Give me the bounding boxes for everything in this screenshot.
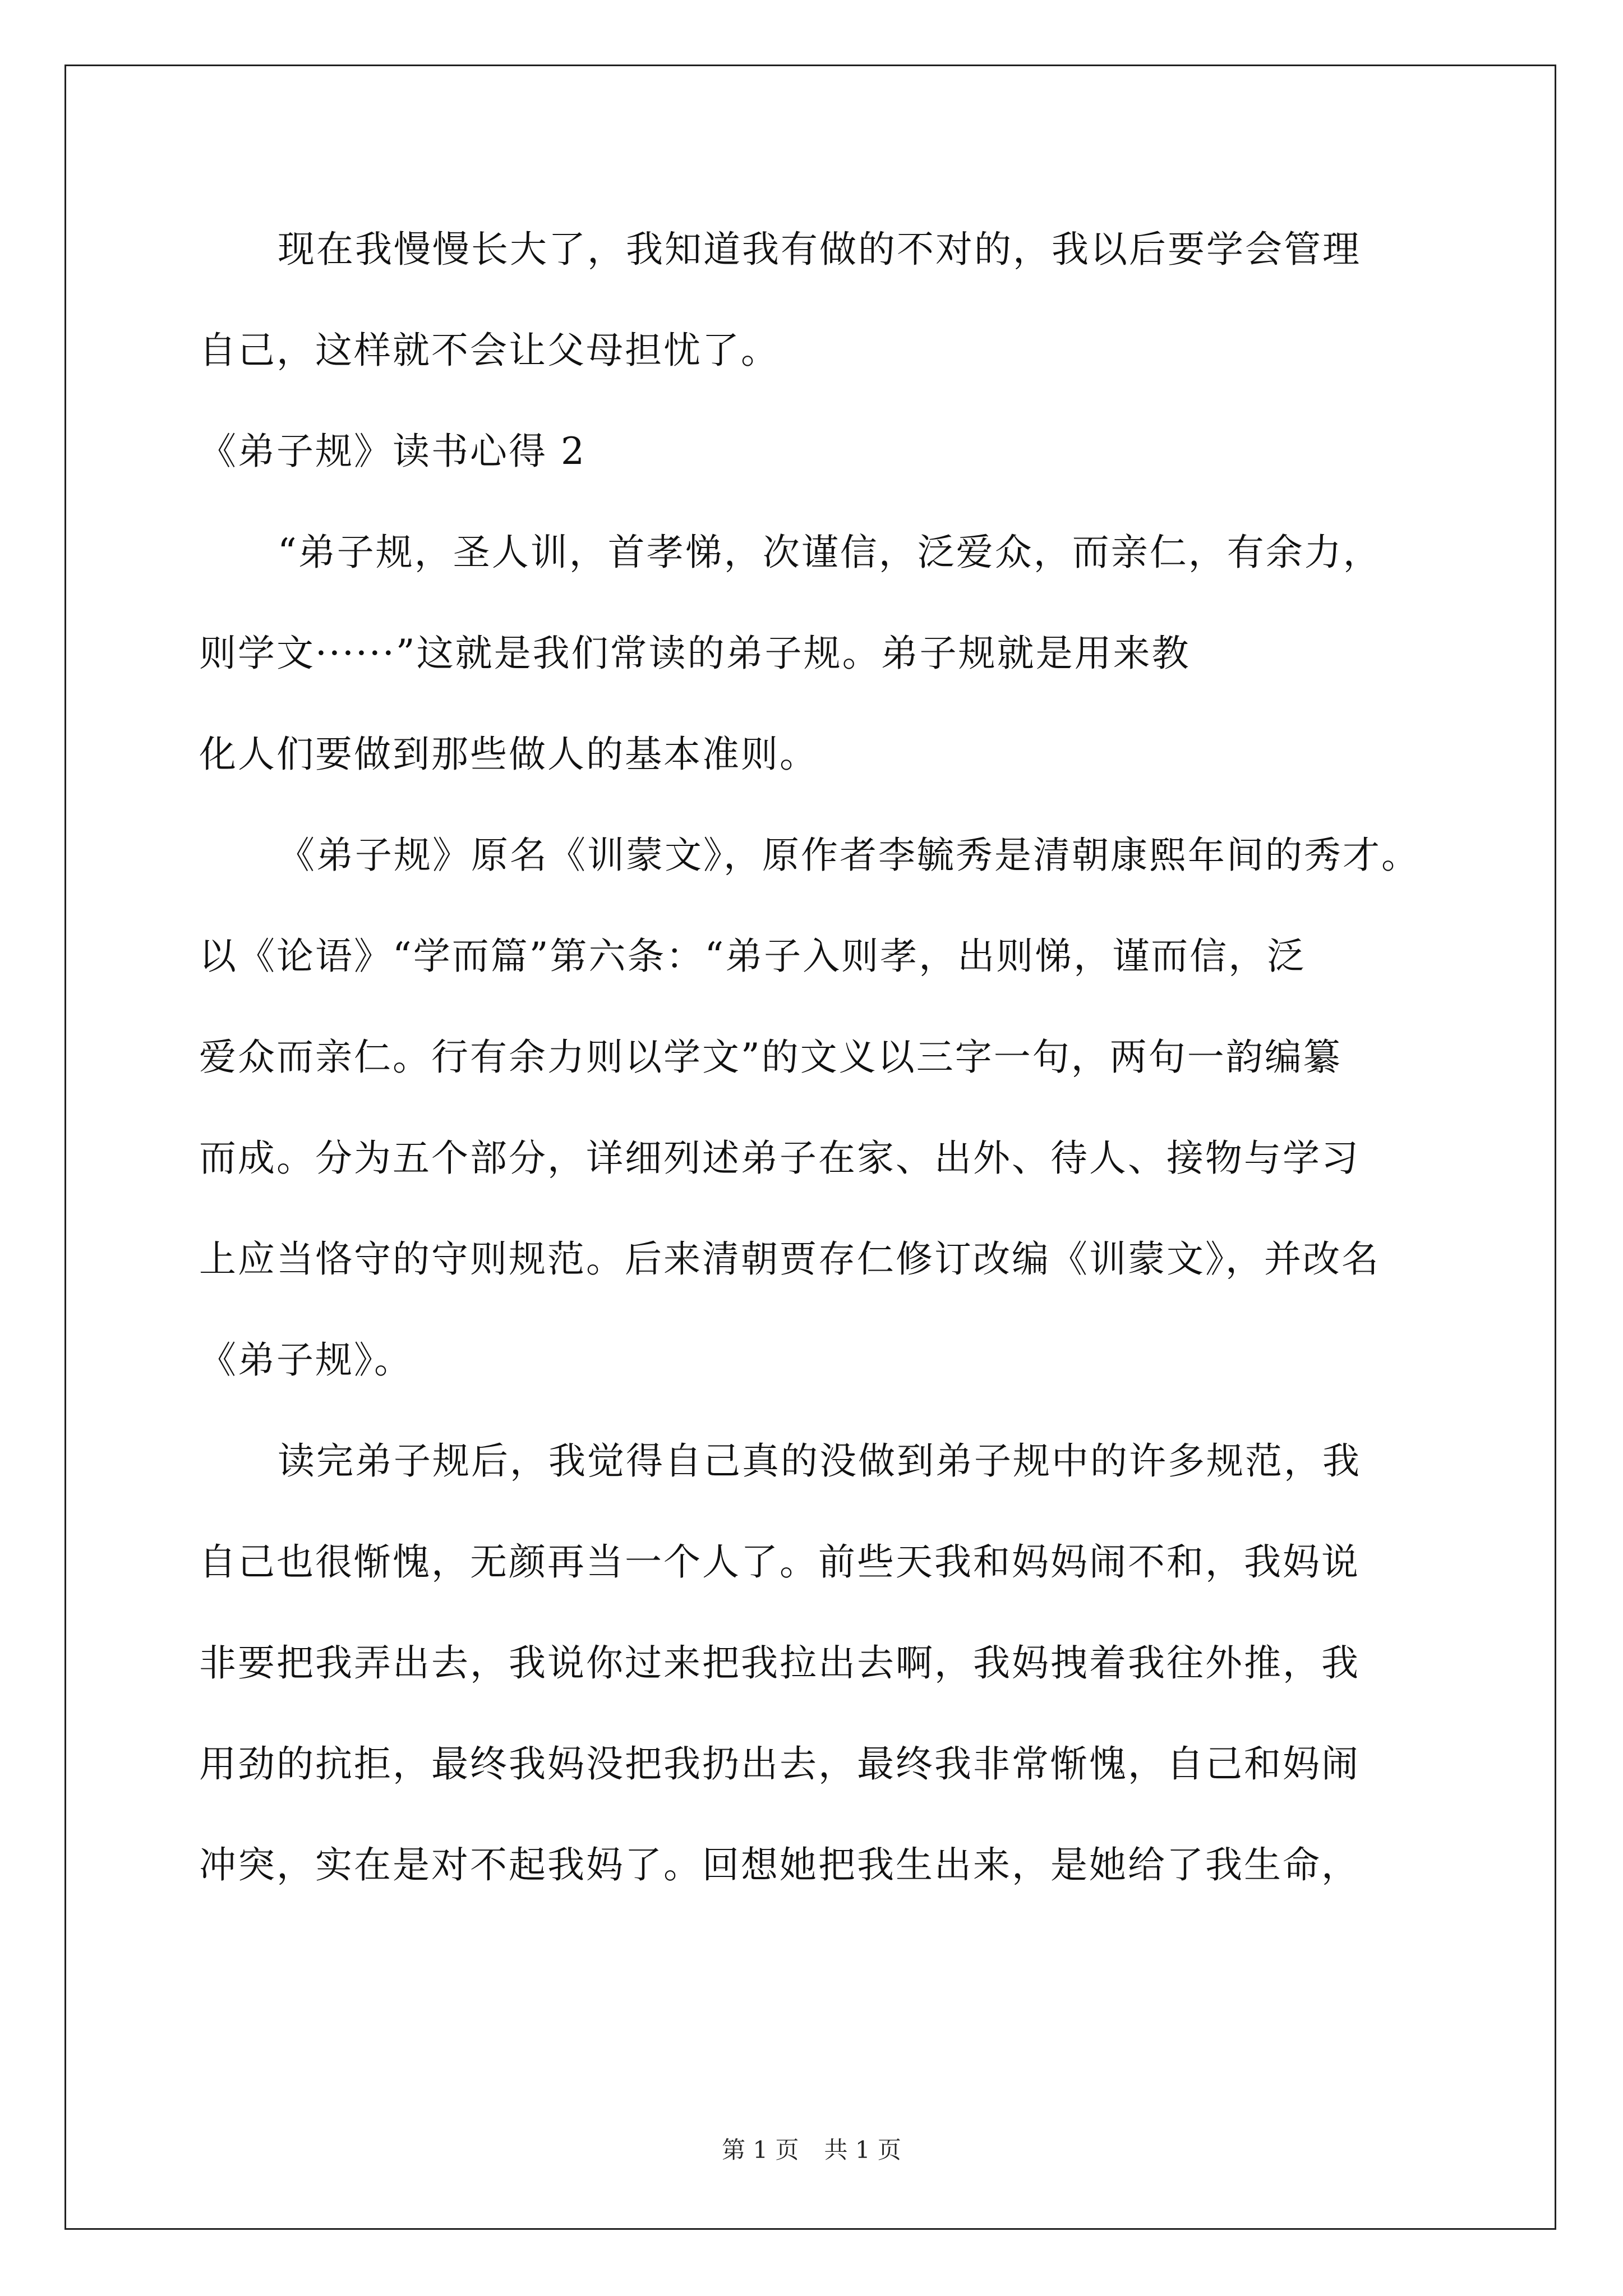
paragraph-line: 而成。分为五个部分，详细列述弟子在家、出外、待人、接物与学习 (199, 1137, 1360, 1180)
paragraph-line: 自己也很惭愧，无颜再当一个人了。前些天我和妈妈闹不和，我妈说 (199, 1540, 1360, 1584)
page-number: 第 1 页 (722, 2136, 799, 2164)
paragraph-line: 读完弟子规后，我觉得自己真的没做到弟子规中的许多规范，我 (278, 1439, 1361, 1483)
document-body (199, 222, 1433, 1938)
paragraph-line: 自己，这样就不会让父母担忧了。 (199, 329, 780, 372)
page-total: 共 1 页 (824, 2136, 901, 2164)
section-heading: 《弟子规》读书心得 2 (199, 430, 586, 473)
paragraph-line: 现在我慢慢长大了，我知道我有做的不对的，我以后要学会管理 (278, 228, 1361, 271)
paragraph-line: 冲突，实在是对不起我妈了。回想她把我生出来，是她给了我生命， (199, 1843, 1360, 1887)
paragraph-line: 爱众而亲仁。行有余力则以学文”的文义以三字一句，两句一韵编纂 (199, 1036, 1342, 1079)
paragraph-line: 非要把我弄出去，我说你过来把我拉出去啊，我妈拽着我往外推，我 (199, 1641, 1360, 1685)
page-footer (0, 2132, 1623, 2165)
paragraph-line: 则学文······”这就是我们常读的弟子规。弟子规就是用来教 (199, 632, 1191, 675)
paragraph-line: 用劲的抗拒，最终我妈没把我扔出去，最终我非常惭愧，自己和妈闹 (199, 1742, 1360, 1786)
paragraph-line: 《弟子规》原名《训蒙文》，原作者李毓秀是清朝康熙年间的秀才。 (278, 834, 1420, 877)
paragraph-line: 化人们要做到那些做人的基本准则。 (199, 733, 818, 776)
paragraph-line: 上应当恪守的守则规范。后来清朝贾存仁修订改编《训蒙文》，并改名 (199, 1237, 1380, 1281)
paragraph-line: “弟子规，圣人训，首孝悌，次谨信，泛爱众，而亲仁，有余力， (278, 531, 1382, 574)
paragraph-line: 以《论语》“学而篇”第六条：“弟子入则孝，出则悌，谨而信，泛 (199, 935, 1306, 978)
paragraph-line: 《弟子规》。 (199, 1338, 413, 1382)
